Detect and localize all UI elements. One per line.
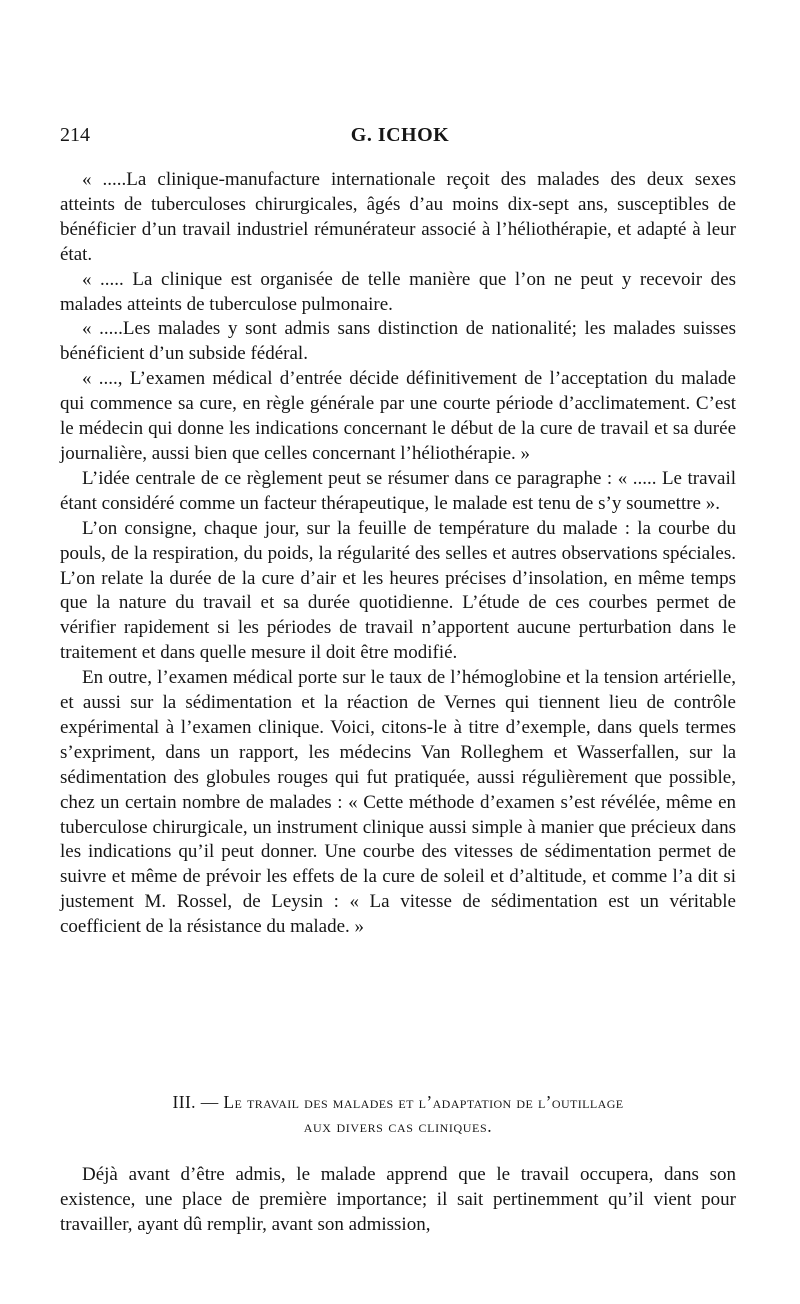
page-number: 214	[60, 124, 90, 146]
section-title-line-1: Le travail des malades et l’adaptation de l’outillage	[223, 1092, 624, 1112]
page-header	[60, 124, 740, 154]
paragraph-medical-exam: « ...., L’examen médical d’entrée décide définitivement de l’acceptation du malade qui commence sa cure, en règle générale par une courte période d’acclimatement. C’est le médecin qui donne les indications concernant le début de la cure de travail et sa durée journalière, aussi bien que celles concernant l’héliothérapie. »	[60, 368, 736, 464]
paragraph-before-admission: Déjà avant d’être admis, le malade apprend que le travail occupera, dans son existence, une place de première importance; il sait pertinemment qu’il vient pour travailler, ayant dû remplir, avant son admission,	[60, 1164, 736, 1235]
section-title-line-2: aux divers cas cliniques.	[303, 1116, 493, 1136]
closing-text	[60, 1163, 736, 1238]
running-head: G. ICHOK	[350, 124, 450, 146]
paragraph-sedimentation: En outre, l’examen médical porte sur le taux de l’hémoglobine et la tension artérielle, et aussi sur la sédimentation et la réaction de Vernes qui tiennent lieu de contrôle expérimental à l’examen clinique. Voici, citons-le à titre d’exemple, dans quels termes s’expriment, dans un rapport, les médecins Van Rolleghem et Wasserfallen, sur la sédimentation des globules rouges qui fut pratiquée, aussi régulièrement que possible, chez un certain nombre de malades : « Cette méthode d’examen s’est révélée, même en tuberculose chirurgicale, un instrument clinique aussi simple à manier que précieux dans les indications qu’il peut donner. Une courbe des vitesses de sédimentation permet de suivre et même de prévoir les effets de la cure de soleil et d’altitude, et comme l’a dit si justement M. Rossel, de Leysin : « La vitesse de sédimentation est un véritable coefficient de la résistance du malade. »	[60, 667, 736, 938]
section-heading	[60, 1090, 736, 1138]
paragraph-clinic-admission: « .....La clinique-manufacture internationale reçoit des malades des deux sexes atteints de tuberculoses chirurgicales, âgés d’au moins dix-sept ans, susceptibles de bénéficier d’un travail industriel rémunérateur associé à l’héliothérapie, et adapté à leur état.	[60, 169, 736, 265]
section-number: III. —	[172, 1092, 219, 1112]
main-text	[60, 168, 736, 940]
paragraph-central-idea: L’idée centrale de ce règlement peut se résumer dans ce paragraphe : « ..... Le travail étant considéré comme un facteur thérapeutique, le malade est tenu de s’y soumettre ».	[60, 467, 736, 514]
paragraph-clinic-organisation: « ..... La clinique est organisée de telle manière que l’on ne peut y recevoir des malades atteints de tuberculose pulmonaire.	[60, 268, 736, 315]
paragraph-nationality: « .....Les malades y sont admis sans distinction de nationalité; les malades suisses bénéficient d’un subside fédéral.	[60, 318, 736, 365]
paragraph-temperature-sheet: L’on consigne, chaque jour, sur la feuille de température du malade : la courbe du pouls, de la respiration, du poids, la régularité des selles et autres observations spéciales. L’on relate la durée de la cure d’air et les heures précises d’insolation, en même temps que la nature du travail et sa durée quotidienne. L’étude de ces courbes permet de vérifier rapidement si les périodes de travail n’apportent aucune perturbation dans le traitement et dans quelle mesure il doit être modifié.	[60, 517, 736, 664]
